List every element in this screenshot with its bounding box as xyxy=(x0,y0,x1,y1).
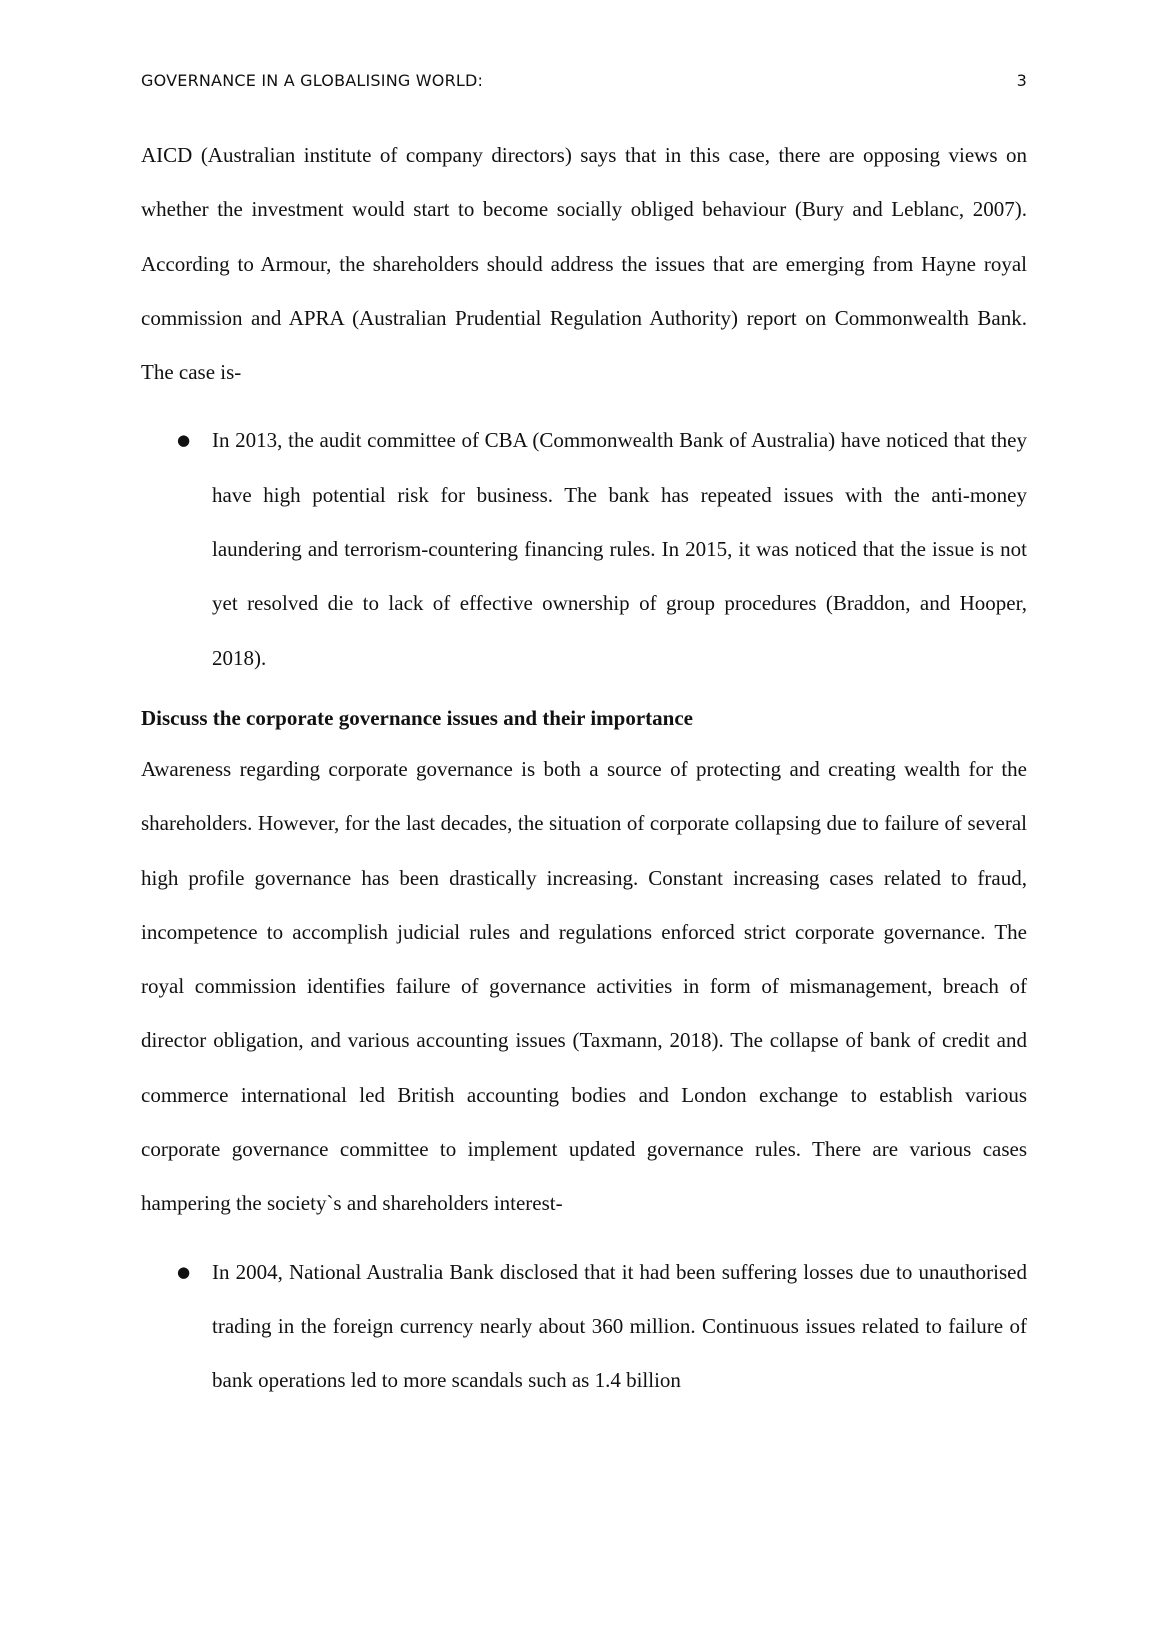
header-title: GOVERNANCE IN A GLOBALISING WORLD: xyxy=(141,71,484,90)
page-number: 3 xyxy=(1016,71,1027,90)
running-header xyxy=(141,71,1027,97)
list-item xyxy=(141,1245,1027,1408)
bullet-icon: ● xyxy=(177,1262,191,1281)
document-body xyxy=(141,128,1027,1408)
bullet-list-cba xyxy=(141,413,1027,684)
list-item-text: In 2004, National Australia Bank disclosed that it had been suffering losses due to unauthorised trading in the foreign currency nearly about 360 million. Continuous issues related to failure of bank operations led to more scandals such as 1.4 billion xyxy=(212,1259,1027,1393)
section-heading: Discuss the corporate governance issues and their importance xyxy=(141,705,693,730)
paragraph-intro: AICD (Australian institute of company directors) says that in this case, there are opposing views on whether the investment would start to become socially obliged behaviour (Bury and Leblanc, 2007). According to Armour, the shareholders should address the issues that are emerging from Hayne royal commission and APRA (Australian Prudential Regulation Authority) report on Commonwealth Bank. The case is- xyxy=(141,143,1027,385)
bullet-icon: ● xyxy=(177,431,191,450)
list-item xyxy=(141,413,1027,684)
list-item-text: In 2013, the audit committee of CBA (Commonwealth Bank of Australia) have noticed that they have high potential risk for business. The bank has repeated issues with the anti-money laundering and terrorism-countering financing rules. In 2015, it was noticed that the issue is not yet resolved die to lack of effective ownership of group procedures (Braddon, and Hooper, 2018). xyxy=(212,428,1027,670)
bullet-list-nab xyxy=(141,1245,1027,1408)
paragraph-governance: Awareness regarding corporate governance is both a source of protecting and creating wealth for the shareholders. However, for the last decades, the situation of corporate collapsing due to failure of several high profile governance has been drastically increasing. Constant increasing cases related to fraud, incompetence to accomplish judicial rules and regulations enforced strict corporate governance. The royal commission identifies failure of governance activities in form of mismanagement, breach of director obligation, and various accounting issues (Taxmann, 2018). The collapse of bank of credit and commerce international led British accounting bodies and London exchange to establish various corporate governance committee to implement updated governance rules. There are various cases hampering the society`s and shareholders interest- xyxy=(141,756,1027,1216)
